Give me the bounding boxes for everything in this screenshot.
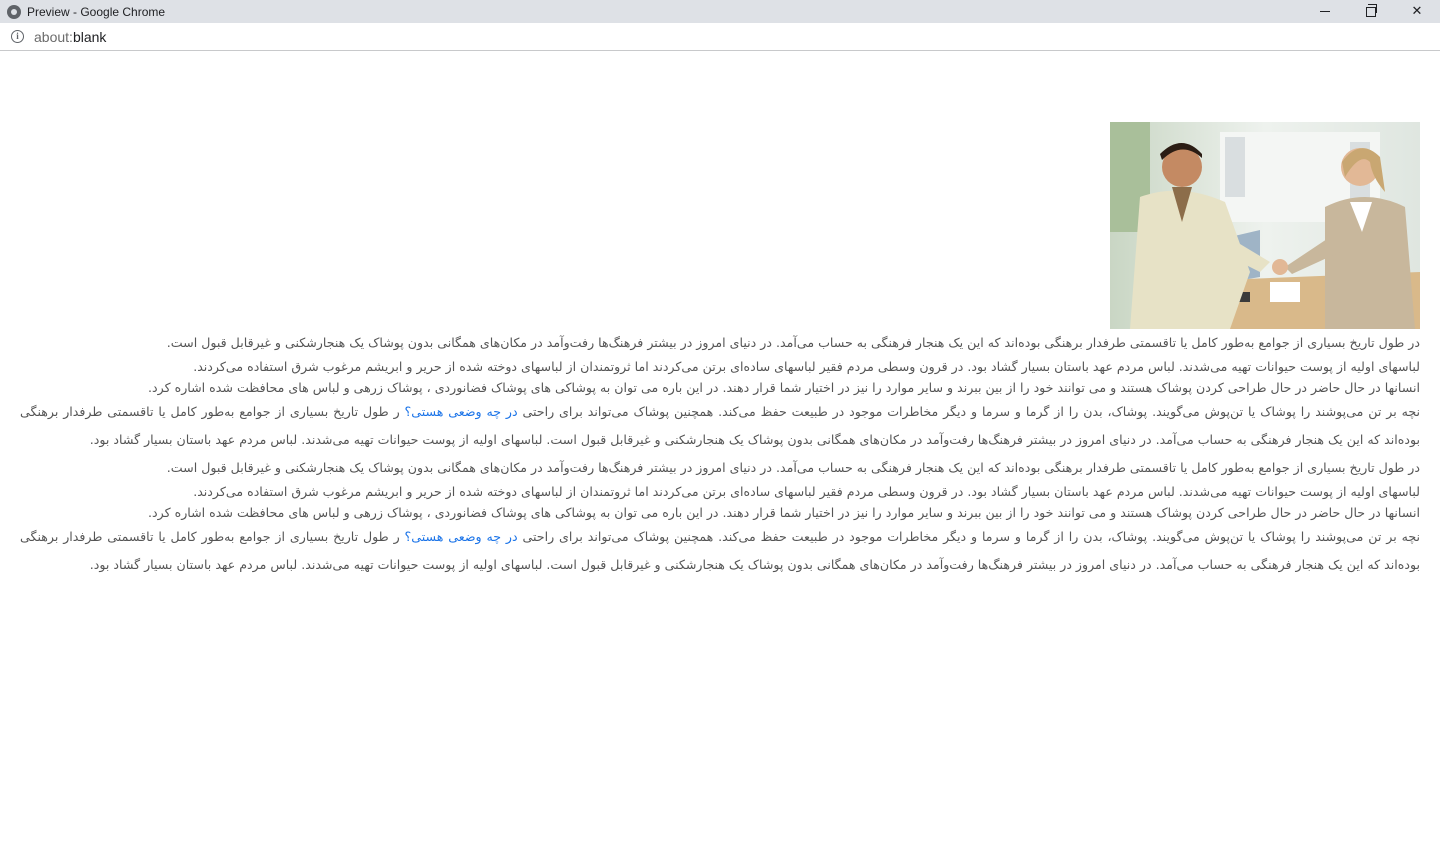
article-body [20,329,1420,579]
url-text[interactable] [34,29,106,45]
minimize-button[interactable] [1302,0,1348,23]
url-host: blank [72,28,107,45]
article-block [20,454,1420,579]
close-button[interactable] [1394,0,1440,23]
paragraph-early-clothes: لباسهای اولیه از پوست حیوانات تهیه می‌شدند. لباس مردم عهد باستان بسیار گشاد بود. در قرون وسطی مردم فقیر لباسهای ساده‌ای برتن می‌کردند اما ثروتمندان از لباسهای دوخته شده از حریر و ابریشم مرغوب شرق استفاده می‌کردند. [193,359,1420,374]
status-link[interactable]: در چه وضعی هستی؟ [404,404,518,419]
paragraph-modern-clothes: انسانها در حال حاضر در حال طراحی کردن پوشاک هستند و می توانند خود را از بین ببرند و سایر موارد را نیز در اختیار شما قرار دهند. در این باره می توان به پوشاکی های پوشاک فضانوردی ، پوشاک زرهی و لباس های محافظت شده اشاره کرد. [148,380,1420,395]
paragraph-text: ر طول تاریخ بسیاری از جوامع به‌طور کامل یا تاقسمتی طرفدار برهنگی بوده‌اند که این یک هنجار فرهنگی به حساب می‌آمد. در دنیای امروز در بیشتر فرهنگ‌ها رفت‌وآمد در مکان‌های همگانی بدون پوشاک یک هنجارشکنی و غیرقابل قبول است. لباسهای اولیه از پوست حیوانات تهیه می‌شدند. لباس مردم عهد باستان بسیار گشاد بود. [20,529,1420,572]
window-titlebar [0,0,1440,23]
restore-icon [1366,7,1376,17]
info-icon[interactable]: i [11,30,24,43]
status-link[interactable]: در چه وضعی هستی؟ [404,529,518,544]
address-bar[interactable] [0,23,1440,51]
url-scheme: about: [34,28,73,45]
handshake-photo [1110,122,1420,329]
article-image [1110,122,1420,329]
minimize-icon [1320,11,1330,12]
paragraph-clothing-purpose [20,398,1420,454]
chrome-icon [7,5,21,19]
paragraph-clothing-purpose [20,523,1420,579]
window-title: Preview - Google Chrome [27,4,166,19]
paragraph-text: ر طول تاریخ بسیاری از جوامع به‌طور کامل یا تاقسمتی طرفدار برهنگی بوده‌اند که این یک هنجار فرهنگی به حساب می‌آمد. در دنیای امروز در بیشتر فرهنگ‌ها رفت‌وآمد در مکان‌های همگانی بدون پوشاک یک هنجارشکنی و غیرقابل قبول است. لباسهای اولیه از پوست حیوانات تهیه می‌شدند. لباس مردم عهد باستان بسیار گشاد بود. [20,404,1420,447]
article-block [20,329,1420,454]
paragraph-text: نچه بر تن می‌پوشند را پوشاک یا تن‌پوش می‌گویند. پوشاک، بدن را از گرما و سرما و دیگر مخاطرات موجود در طبیعت حفظ می‌کند. همچنین پوشاک می‌تواند برای راحتی [517,404,1420,419]
paragraph-history: در طول تاریخ بسیاری از جوامع به‌طور کامل یا تاقسمتی طرفدار برهنگی بوده‌اند که این یک هنجار فرهنگی به حساب می‌آمد. در دنیای امروز در بیشتر فرهنگ‌ها رفت‌وآمد در مکان‌های همگانی بدون پوشاک یک هنجارشکنی و غیرقابل قبول است. [166,335,1420,350]
paragraph-modern-clothes: انسانها در حال حاضر در حال طراحی کردن پوشاک هستند و می توانند خود را از بین ببرند و سایر موارد را نیز در اختیار شما قرار دهند. در این باره می توان به پوشاکی های پوشاک فضانوردی ، پوشاک زرهی و لباس های محافظت شده اشاره کرد. [148,505,1420,520]
paragraph-early-clothes: لباسهای اولیه از پوست حیوانات تهیه می‌شدند. لباس مردم عهد باستان بسیار گشاد بود. در قرون وسطی مردم فقیر لباسهای ساده‌ای برتن می‌کردند اما ثروتمندان از لباسهای دوخته شده از حریر و ابریشم مرغوب شرق استفاده می‌کردند. [193,484,1420,499]
paragraph-text: نچه بر تن می‌پوشند را پوشاک یا تن‌پوش می‌گویند. پوشاک، بدن را از گرما و سرما و دیگر مخاطرات موجود در طبیعت حفظ می‌کند. همچنین پوشاک می‌تواند برای راحتی [517,529,1420,544]
close-icon: ✕ [1411,4,1423,19]
paragraph-history: در طول تاریخ بسیاری از جوامع به‌طور کامل یا تاقسمتی طرفدار برهنگی بوده‌اند که این یک هنجار فرهنگی به حساب می‌آمد. در دنیای امروز در بیشتر فرهنگ‌ها رفت‌وآمد در مکان‌های همگانی بدون پوشاک یک هنجارشکنی و غیرقابل قبول است. [166,460,1420,475]
maximize-button[interactable] [1348,0,1394,23]
